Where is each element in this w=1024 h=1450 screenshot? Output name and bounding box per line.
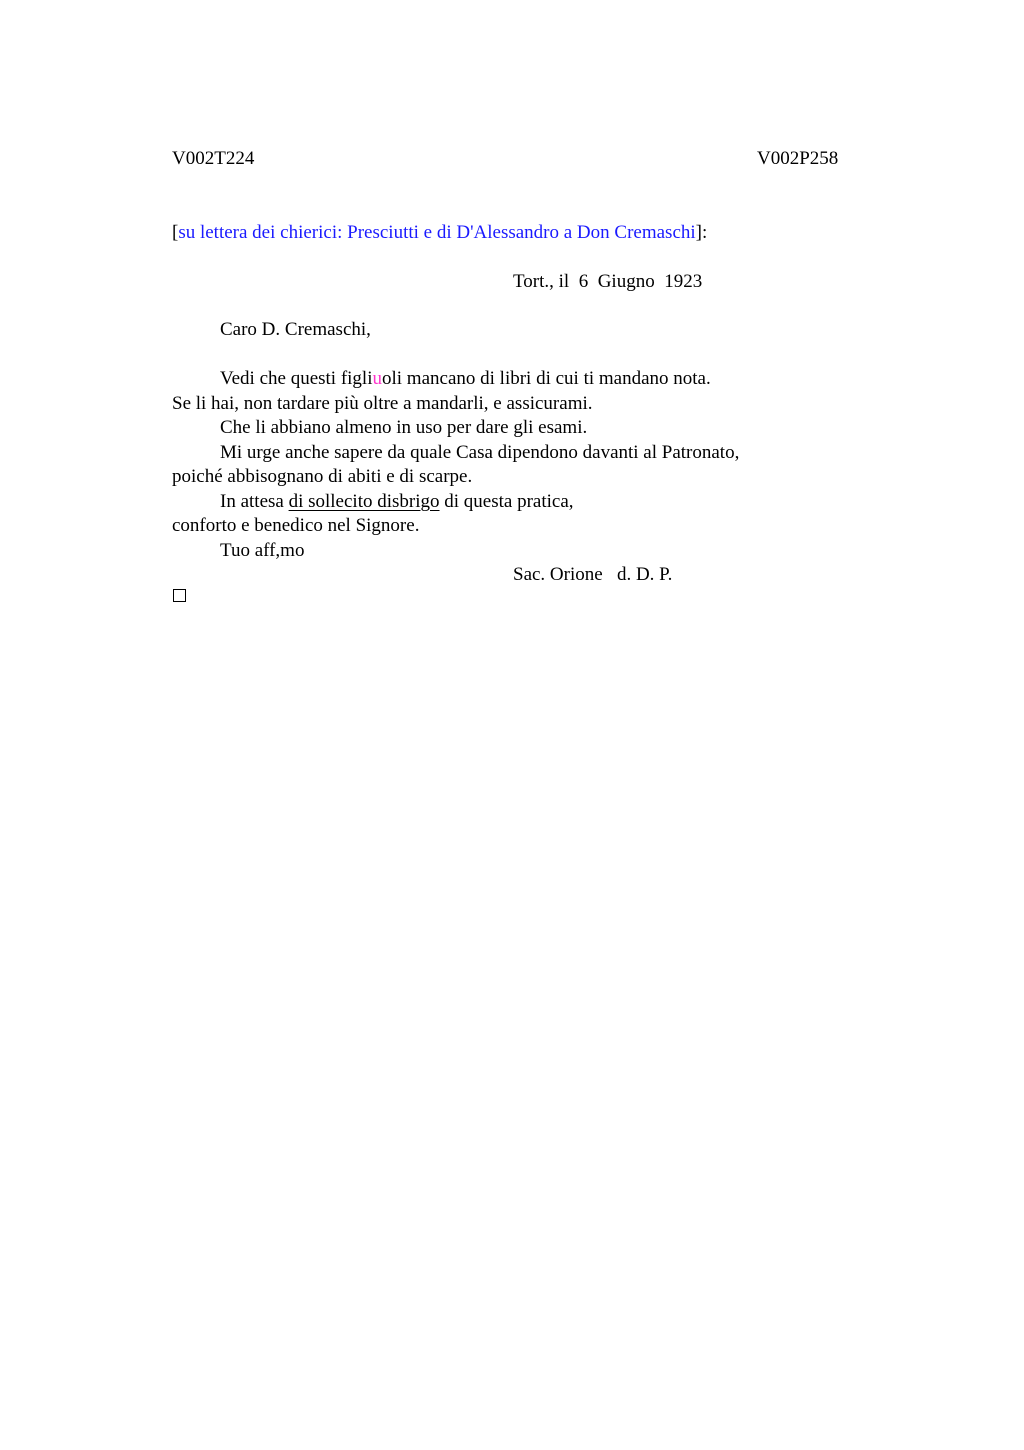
body-line-6-part-a: In attesa xyxy=(220,491,289,512)
dateline: Tort., il 6 Giugno 1923 xyxy=(513,271,703,292)
body-line-6-part-b: di questa pratica, xyxy=(439,491,574,512)
note-text: su lettera dei chierici: Presciutti e di D'Alessandro a Don Cremaschi xyxy=(178,222,696,243)
body-line-1-highlight: u xyxy=(372,368,382,389)
salutation: Caro D. Cremaschi, xyxy=(220,319,371,340)
body-line-7: conforto e benedico nel Signore. xyxy=(172,515,420,536)
document-code-left: V002T224 xyxy=(172,148,255,169)
note-close-bracket: ]: xyxy=(695,222,708,243)
document-code-right: V002P258 xyxy=(757,148,839,169)
editorial-note xyxy=(172,223,707,242)
body-line-1-part-b: oli mancano di libri di cui ti mandano nota. xyxy=(382,368,711,389)
closing-line: Tuo aff,mo xyxy=(220,540,305,561)
empty-square-mark xyxy=(173,589,186,602)
signature: Sac. Orione d. D. P. xyxy=(513,564,673,585)
body-line-1 xyxy=(220,369,711,388)
body-line-2: Se li hai, non tardare più oltre a mandarli, e assicurami. xyxy=(172,393,593,414)
body-line-1-part-a: Vedi che questi figli xyxy=(220,368,373,389)
body-line-6 xyxy=(220,492,574,511)
body-line-6-underlined: di sollecito disbrigo xyxy=(288,491,440,512)
body-line-5: poiché abbisognano di abiti e di scarpe. xyxy=(172,466,473,487)
note-open-bracket: [ xyxy=(172,222,179,243)
body-line-4: Mi urge anche sapere da quale Casa dipendono davanti al Patronato, xyxy=(220,442,740,463)
body-line-3: Che li abbiano almeno in uso per dare gli esami. xyxy=(220,417,588,438)
